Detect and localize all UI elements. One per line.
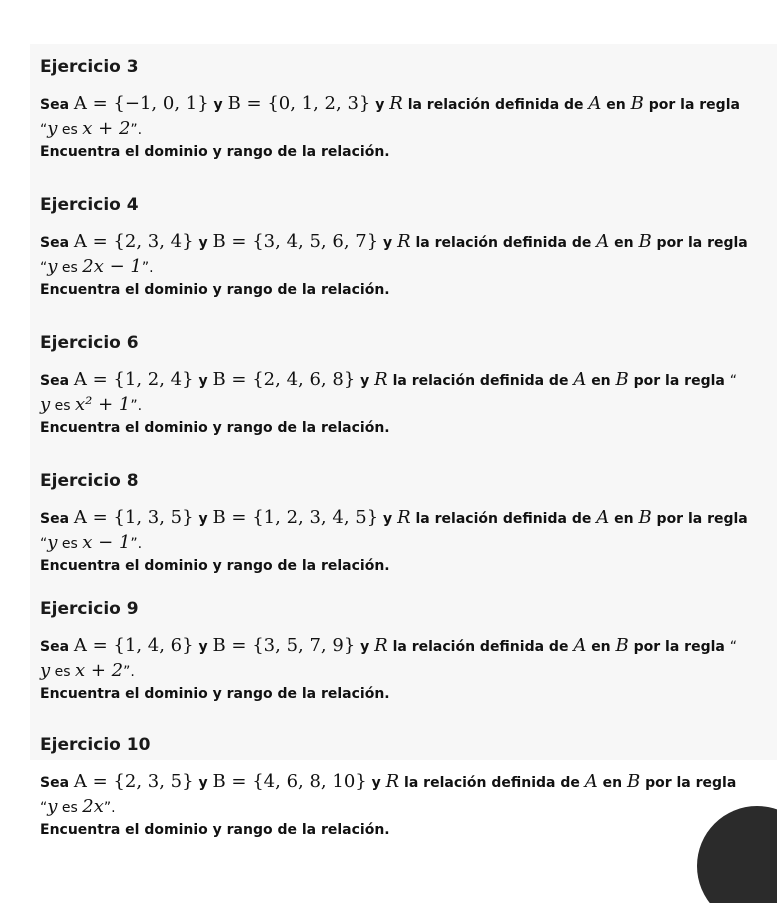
word-en: en [591, 373, 611, 389]
word-en: en [614, 235, 634, 251]
close-quote: ”. [141, 260, 154, 276]
word-y: y [213, 97, 223, 113]
rule-line [40, 394, 143, 415]
word-en: en [614, 511, 634, 527]
relation-text: la relación definida de [415, 511, 592, 527]
rule-line [40, 660, 135, 681]
close-quote: ”. [103, 800, 116, 816]
word-sea: Sea [40, 373, 70, 389]
relation-text: la relación definida de [407, 97, 584, 113]
rule-word: por la regla [633, 373, 725, 389]
close-quote: ”. [130, 398, 143, 414]
exercise-statement [40, 770, 777, 820]
relation-symbol: R [374, 369, 388, 390]
word-y: y [371, 775, 381, 791]
exercise-question: Encuentra el dominio y rango de la relación. [40, 686, 390, 702]
rule-variable: y [47, 532, 58, 553]
word-y: y [383, 235, 393, 251]
word-y: y [360, 639, 370, 655]
word-y: y [383, 511, 393, 527]
word-sea: Sea [40, 511, 70, 527]
rule-es: es [54, 664, 71, 680]
rule-line [40, 118, 143, 139]
rule-es: es [61, 260, 78, 276]
codomain-symbol: B [638, 507, 652, 528]
set-b: B = {2, 4, 6, 8} [212, 369, 356, 390]
word-sea: Sea [40, 775, 70, 791]
exercise-list [30, 44, 777, 838]
exercise-block [40, 332, 777, 438]
exercise-question: Encuentra el dominio y rango de la relación. [40, 822, 390, 838]
codomain-symbol: B [615, 635, 629, 656]
rule-expression: 2x [82, 796, 104, 817]
set-b: B = {1, 2, 3, 4, 5} [212, 507, 379, 528]
exercise-statement [40, 634, 777, 684]
set-a: A = {1, 4, 6} [73, 635, 194, 656]
set-b: B = {4, 6, 8, 10} [212, 771, 367, 792]
exercise-question: Encuentra el dominio y rango de la relación. [40, 420, 390, 436]
exercise-question: Encuentra el dominio y rango de la relación. [40, 282, 390, 298]
exercise-block [40, 598, 777, 704]
close-quote: ”. [130, 536, 143, 552]
rule-variable: y [47, 118, 58, 139]
rule-expression: 2x − 1 [82, 256, 142, 277]
rule-expression: x − 1 [82, 532, 131, 553]
rule-line [40, 256, 154, 277]
rule-word: por la regla [633, 639, 725, 655]
word-y: y [198, 775, 208, 791]
word-y: y [198, 373, 208, 389]
exercise-statement [40, 506, 777, 556]
domain-symbol: A [588, 93, 602, 114]
exercise-title: Ejercicio 9 [40, 599, 139, 619]
codomain-symbol: B [615, 369, 629, 390]
word-en: en [591, 639, 611, 655]
exercise-title: Ejercicio 3 [40, 57, 139, 77]
exercise-block [40, 734, 777, 840]
exercise-title: Ejercicio 4 [40, 195, 139, 215]
rule-variable: y [47, 796, 58, 817]
exercise-statement [40, 368, 777, 418]
word-y: y [360, 373, 370, 389]
domain-symbol: A [596, 507, 610, 528]
relation-text: la relación definida de [392, 373, 569, 389]
exercise-block [40, 470, 777, 576]
rule-word: por la regla [656, 511, 748, 527]
word-sea: Sea [40, 639, 70, 655]
word-sea: Sea [40, 97, 70, 113]
exercise-statement [40, 92, 777, 142]
relation-text: la relación definida de [415, 235, 592, 251]
codomain-symbol: B [626, 771, 641, 792]
set-a: A = {1, 3, 5} [73, 507, 194, 528]
set-a: A = {2, 3, 4} [73, 231, 194, 252]
word-y: y [375, 97, 385, 113]
set-a: A = {1, 2, 4} [73, 369, 194, 390]
word-y: y [198, 511, 208, 527]
rule-es: es [61, 536, 78, 552]
exercise-question: Encuentra el dominio y rango de la relación. [40, 558, 390, 574]
domain-symbol: A [584, 771, 598, 792]
rule-es: es [61, 800, 78, 816]
codomain-symbol: B [638, 231, 652, 252]
rule-expression: x + 2 [82, 118, 131, 139]
open-quote: “ [729, 373, 737, 389]
word-sea: Sea [40, 235, 70, 251]
rule-word: por la regla [645, 775, 737, 791]
open-quote: “ [40, 800, 48, 816]
relation-text: la relación definida de [392, 639, 569, 655]
rule-expression: x² + 1 [75, 394, 131, 415]
exercise-title: Ejercicio 10 [40, 735, 151, 755]
rule-expression: x + 2 [75, 660, 124, 681]
relation-text: la relación definida de [404, 775, 580, 791]
set-a: A = {−1, 0, 1} [73, 93, 209, 114]
relation-symbol: R [389, 93, 403, 114]
exercise-title: Ejercicio 6 [40, 333, 139, 353]
word-en: en [602, 775, 623, 791]
relation-symbol: R [397, 507, 411, 528]
rule-line [40, 532, 143, 553]
domain-symbol: A [573, 635, 587, 656]
codomain-symbol: B [630, 93, 644, 114]
rule-word: por la regla [656, 235, 748, 251]
relation-symbol: R [397, 231, 411, 252]
rule-variable: y [47, 256, 58, 277]
exercise-question: Encuentra el dominio y rango de la relación. [40, 144, 390, 160]
rule-es: es [54, 398, 71, 414]
rule-line [40, 796, 116, 817]
domain-symbol: A [596, 231, 610, 252]
rule-variable: y [40, 394, 51, 415]
close-quote: ”. [130, 122, 143, 138]
rule-word: por la regla [648, 97, 740, 113]
exercise-block [40, 194, 777, 300]
exercise-block [40, 56, 777, 162]
rule-es: es [61, 122, 78, 138]
word-y: y [198, 235, 208, 251]
open-quote: “ [40, 260, 48, 276]
set-b: B = {3, 5, 7, 9} [212, 635, 356, 656]
open-quote: “ [40, 536, 48, 552]
relation-symbol: R [374, 635, 388, 656]
word-en: en [606, 97, 626, 113]
set-a: A = {2, 3, 5} [73, 771, 194, 792]
set-b: B = {0, 1, 2, 3} [227, 93, 371, 114]
close-quote: ”. [123, 664, 135, 680]
word-y: y [198, 639, 208, 655]
relation-symbol: R [385, 771, 400, 792]
open-quote: “ [40, 122, 48, 138]
rule-variable: y [40, 660, 51, 681]
open-quote: “ [729, 639, 737, 655]
set-b: B = {3, 4, 5, 6, 7} [212, 231, 379, 252]
exercise-statement [40, 230, 777, 280]
exercise-title: Ejercicio 8 [40, 471, 139, 491]
domain-symbol: A [573, 369, 587, 390]
